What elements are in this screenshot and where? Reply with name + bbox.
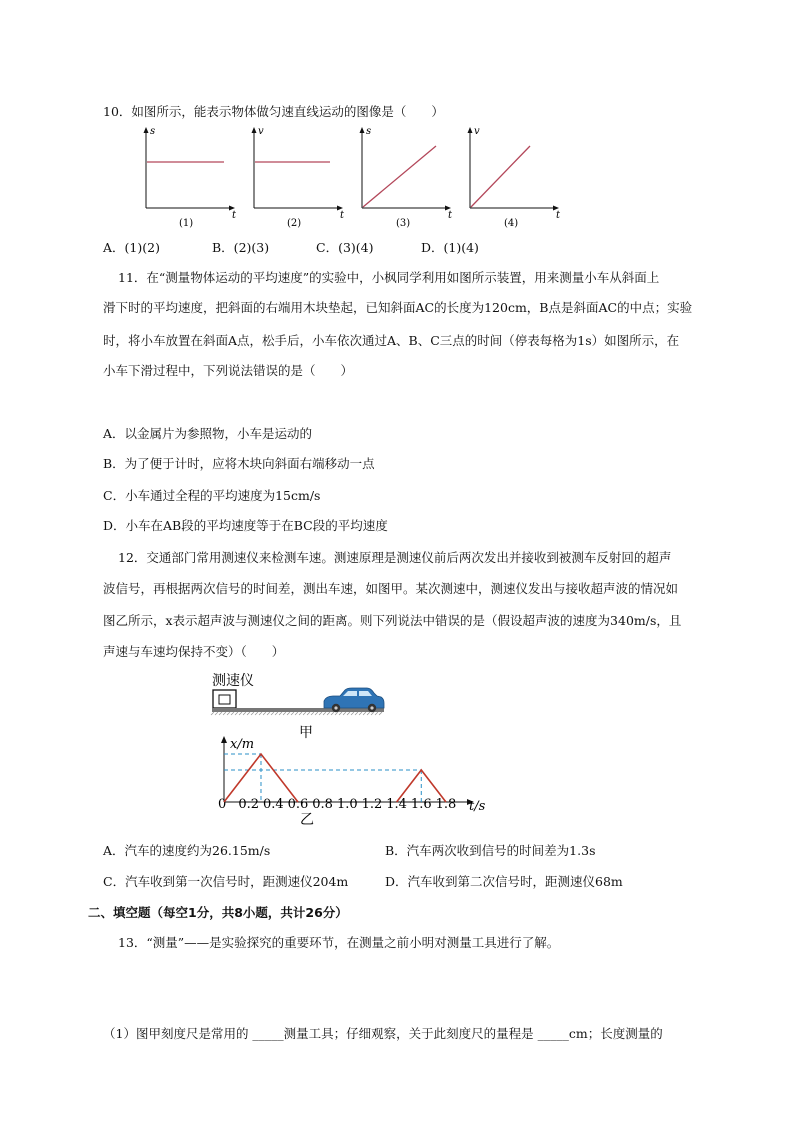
road-hatch: [303, 712, 306, 715]
road-hatch: [295, 712, 298, 715]
road-hatch: [263, 712, 266, 715]
q13-sub1: （1）图甲刻度尺是常用的 _____测量工具；仔细观察，关于此刻度尺的量程是 _____cm；长度测量的: [103, 1026, 663, 1041]
q11-line-3: 时，将小车放置在斜面A点，松手后，小车依次通过A、B、C三点的时间（停表每格为1s）如图所示，在: [103, 333, 680, 348]
q12-option-a: A．汽车的速度约为26.15m/s: [103, 843, 271, 858]
xt-tick-label: 1.0: [336, 797, 358, 812]
road-hatch: [343, 712, 346, 715]
road-hatch: [283, 712, 286, 715]
q10-graph-1-xaxis: t: [232, 210, 237, 221]
q12-option-c: C．汽车收到第一次信号时，距测速仪204m: [103, 874, 349, 889]
q10-option-a: A．(1)(2): [103, 240, 160, 255]
road-hatch: [239, 712, 242, 715]
q10-graph-1-yaxis: s: [150, 126, 156, 137]
road-hatch: [247, 712, 250, 715]
road-hatch: [279, 712, 282, 715]
road-hatch: [271, 712, 274, 715]
figure-label-jia: 甲: [299, 725, 313, 741]
road-hatch: [327, 712, 330, 715]
road-hatch: [251, 712, 254, 715]
xt-graph: [218, 736, 486, 814]
q10-graph-3-yaxis: s: [366, 126, 372, 137]
q10-stem: 10．如图所示，能表示物体做匀速直线运动的图像是（ ）: [103, 104, 444, 119]
q12-line-4: 声速与车速均保持不变）（ ）: [103, 644, 285, 659]
road-ground: [211, 708, 384, 715]
q10-graph-3-caption: (3): [396, 218, 411, 229]
road-hatch: [379, 712, 382, 715]
q10-graph-4-caption: (4): [504, 218, 519, 229]
road-hatch: [307, 712, 310, 715]
q10-option-c: C．(3)(4): [316, 240, 374, 255]
q12-option-d: D．汽车收到第二次信号时，距测速仪68m: [385, 874, 623, 889]
q10-graph-3-line: [363, 146, 436, 207]
q10-graph-2-yaxis: v: [258, 126, 264, 137]
road-hatch: [315, 712, 318, 715]
road-hatch: [363, 712, 366, 715]
road-hatch: [255, 712, 258, 715]
q11-line-2: 滑下时的平均速度，把斜面的右端用木块垫起，已知斜面AC的长度为120cm，B点是斜面AC的中点；实验: [103, 300, 693, 315]
xt-tick-label: 0.2: [238, 797, 260, 812]
road-hatch: [267, 712, 270, 715]
q10-graph-1-caption: (1): [179, 218, 194, 229]
road-hatch: [335, 712, 338, 715]
road-hatch: [331, 712, 334, 715]
road-hatch: [367, 712, 370, 715]
speed-device-label: 测速仪: [212, 673, 254, 689]
xt-tick-label: 0.6: [287, 797, 309, 812]
q10-graph-2: [252, 126, 346, 229]
road-hatch: [259, 712, 262, 715]
road-hatch: [287, 712, 290, 715]
road-hatch: [223, 712, 226, 715]
road-hatch: [299, 712, 302, 715]
road-hatch: [339, 712, 342, 715]
q10-graph-3: [360, 126, 454, 229]
q13-stem: 13．“测量”——是实验探究的重要环节，在测量之前小明对测量工具进行了解。: [118, 935, 560, 950]
road-hatch: [227, 712, 230, 715]
road-hatch: [235, 712, 238, 715]
road-hatch: [359, 712, 362, 715]
q10-graph-1: [144, 126, 238, 229]
xt-tick-label: 1.6: [410, 797, 432, 812]
road-hatch: [355, 712, 358, 715]
xt-tick-label: 0.4: [262, 797, 284, 812]
xt-tick-label: 0.8: [312, 797, 333, 812]
figure-label-yi: 乙: [300, 812, 314, 828]
xt-tick-label: 1.4: [386, 797, 407, 812]
speed-device-icon: [213, 690, 236, 708]
road-hatch: [275, 712, 278, 715]
q11-line-1: 11．在“测量物体运动的平均速度”的实验中，小枫同学利用如图所示装置，用来测量小车从斜面上: [118, 270, 660, 285]
road-hatch: [371, 712, 374, 715]
q11-option-c: C．小车通过全程的平均速度为15cm/s: [103, 488, 321, 503]
road-hatch: [319, 712, 322, 715]
q10-graph-3-xaxis: t: [448, 210, 453, 221]
road-hatch: [323, 712, 326, 715]
q10-graph-4: [468, 126, 562, 229]
q12-line-3: 图乙所示，x表示超声波与测速仪之间的距离。则下列说法中错误的是（假设超声波的速度为340m/s，且: [103, 613, 682, 628]
road-hatch: [243, 712, 246, 715]
q12-line-1: 12．交通部门常用测速仪来检测车速。测速原理是测速仪前后两次发出并接收到被测车反射回的超声: [118, 550, 672, 565]
road-hatch: [211, 712, 214, 715]
q11-option-d: D．小车在AB段的平均速度等于在BC段的平均速度: [103, 518, 388, 533]
q10-graph-4-line: [471, 146, 530, 207]
road-hatch: [351, 712, 354, 715]
road-hatch: [375, 712, 378, 715]
q12-figure: [0, 668, 794, 828]
q12-option-b: B．汽车两次收到信号的时间差为1.3s: [385, 843, 596, 858]
q10-graph-2-xaxis: t: [340, 210, 345, 221]
q10-graph-4-xaxis: t: [556, 210, 561, 221]
xt-tick-label: 1.2: [361, 797, 383, 812]
q12-line-2: 波信号，再根据两次信号的时间差，测出车速，如图甲。某次测速中，测速仪发出与接收超声波的情况如: [103, 581, 679, 596]
road-hatch: [311, 712, 314, 715]
q10-option-d: D．(1)(4): [421, 240, 479, 255]
xt-graph-xaxis: t/s: [469, 799, 486, 814]
q10-graphs: [0, 122, 794, 242]
xt-graph-yaxis: x/m: [230, 737, 255, 752]
road-hatch: [291, 712, 294, 715]
q10-option-b: B．(2)(3): [212, 240, 270, 255]
road-hatch: [231, 712, 234, 715]
road-hatch: [347, 712, 350, 715]
q11-option-a: A．以金属片为参照物，小车是运动的: [103, 426, 313, 441]
road-hatch: [219, 712, 222, 715]
xt-tick-label: 1.8: [435, 797, 457, 812]
q10-graph-4-yaxis: v: [474, 126, 480, 137]
road-hatch: [215, 712, 218, 715]
q11-option-b: B．为了便于计时，应将木块向斜面右端移动一点: [103, 456, 375, 471]
q10-graph-2-caption: (2): [287, 218, 302, 229]
q11-line-4: 小车下滑过程中，下列说法错误的是（ ）: [103, 363, 354, 378]
xt-graph-origin: 0: [218, 797, 227, 812]
section-title: 二、填空题（每空1分，共8小题，共计26分）: [88, 905, 348, 920]
